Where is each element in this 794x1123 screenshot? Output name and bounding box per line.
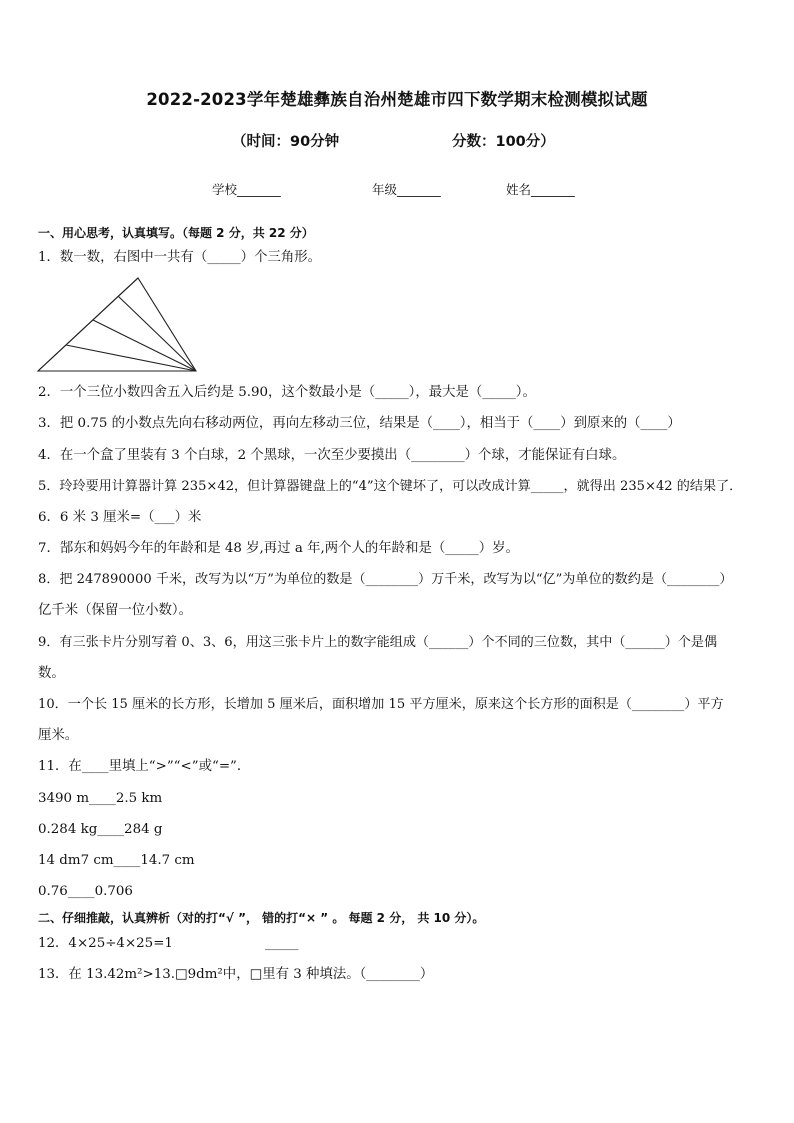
name-field: 姓名_______ xyxy=(506,182,575,197)
time-label: （时间：90分钟 xyxy=(232,134,340,150)
exam-title: 2022-2023学年楚雄彝族自治州楚雄市四下数学期末检测模拟试题 xyxy=(146,90,648,109)
question-9-line-2: 数。 xyxy=(38,666,65,681)
grade-field: 年级_______ xyxy=(372,182,441,197)
question-6: 6．6 米 3 厘米=（___）米 xyxy=(38,510,202,525)
question-12-blank: _____ xyxy=(265,936,299,951)
question-10-line-1: 10．一个长 15 厘米的长方形，长增加 5 厘米后，面积增加 15 平方厘米，原来这个长方形的面积是（________）平方 xyxy=(38,697,724,712)
question-10-line-2: 厘米。 xyxy=(38,728,79,743)
question-5: 5．玲玲要用计算器计算 235×42，但计算器键盘上的“4”这个键坏了，可以改成计算_____，就得出 235×42 的结果了． xyxy=(38,479,743,494)
school-field: 学校_______ xyxy=(212,182,281,197)
question-3: 3．把 0.75 的小数点先向右移动两位，再向左移动三位，结果是（____），相当于（____）到原来的（____） xyxy=(38,416,681,431)
question-11-item: 0.284 kg____284 g xyxy=(38,822,163,837)
question-11-item: 0.76____0.706 xyxy=(38,884,133,899)
triangle-figure xyxy=(36,276,200,374)
question-8-line-1: 8．把 247890000 千米，改写为以“万”为单位的数是（________）万千米，改写为以“亿”为单位的数约是（________） xyxy=(38,572,733,587)
question-2: 2．一个三位小数四舍五入后约是 5.90，这个数最小是（_____），最大是（_____）。 xyxy=(38,385,536,400)
question-11: 11．在____里填上“>”“<”或“=”． xyxy=(38,759,251,774)
question-1: 1．数一数，右图中一共有（_____）个三角形。 xyxy=(38,250,322,265)
score-label: 分数：100分） xyxy=(452,134,555,150)
question-11-item: 14 dm7 cm____14.7 cm xyxy=(38,853,195,868)
section-2-heading: 二、仔细推敲，认真辨析（对的打“√ ”， 错的打“× ” 。 每题 2 分， 共 10 分）。 xyxy=(38,911,485,925)
question-11-item: 3490 m____2.5 km xyxy=(38,791,163,806)
section-1-heading: 一、用心思考，认真填写。（每题 2 分，共 22 分） xyxy=(38,226,314,240)
question-4: 4．在一个盒了里装有 3 个白球，2 个黑球，一次至少要摸出（________）个球，才能保证有白球。 xyxy=(38,448,626,463)
question-9-line-1: 9．有三张卡片分别写着 0、3、6，用这三张卡片上的数字能组成（______）个不同的三位数，其中（______）个是偶 xyxy=(38,635,718,650)
question-8-line-2: 亿千米（保留一位小数）。 xyxy=(38,603,192,618)
question-7: 7．郜东和妈妈今年的年龄和是 48 岁,再过 a 年,两个人的年龄和是（_____）岁。 xyxy=(38,541,519,556)
question-12: 12．4×25÷4×25=1 xyxy=(38,936,173,951)
question-13: 13．在 13.42m²>13.□9dm²中，□里有 3 种填法。（________） xyxy=(38,967,434,982)
